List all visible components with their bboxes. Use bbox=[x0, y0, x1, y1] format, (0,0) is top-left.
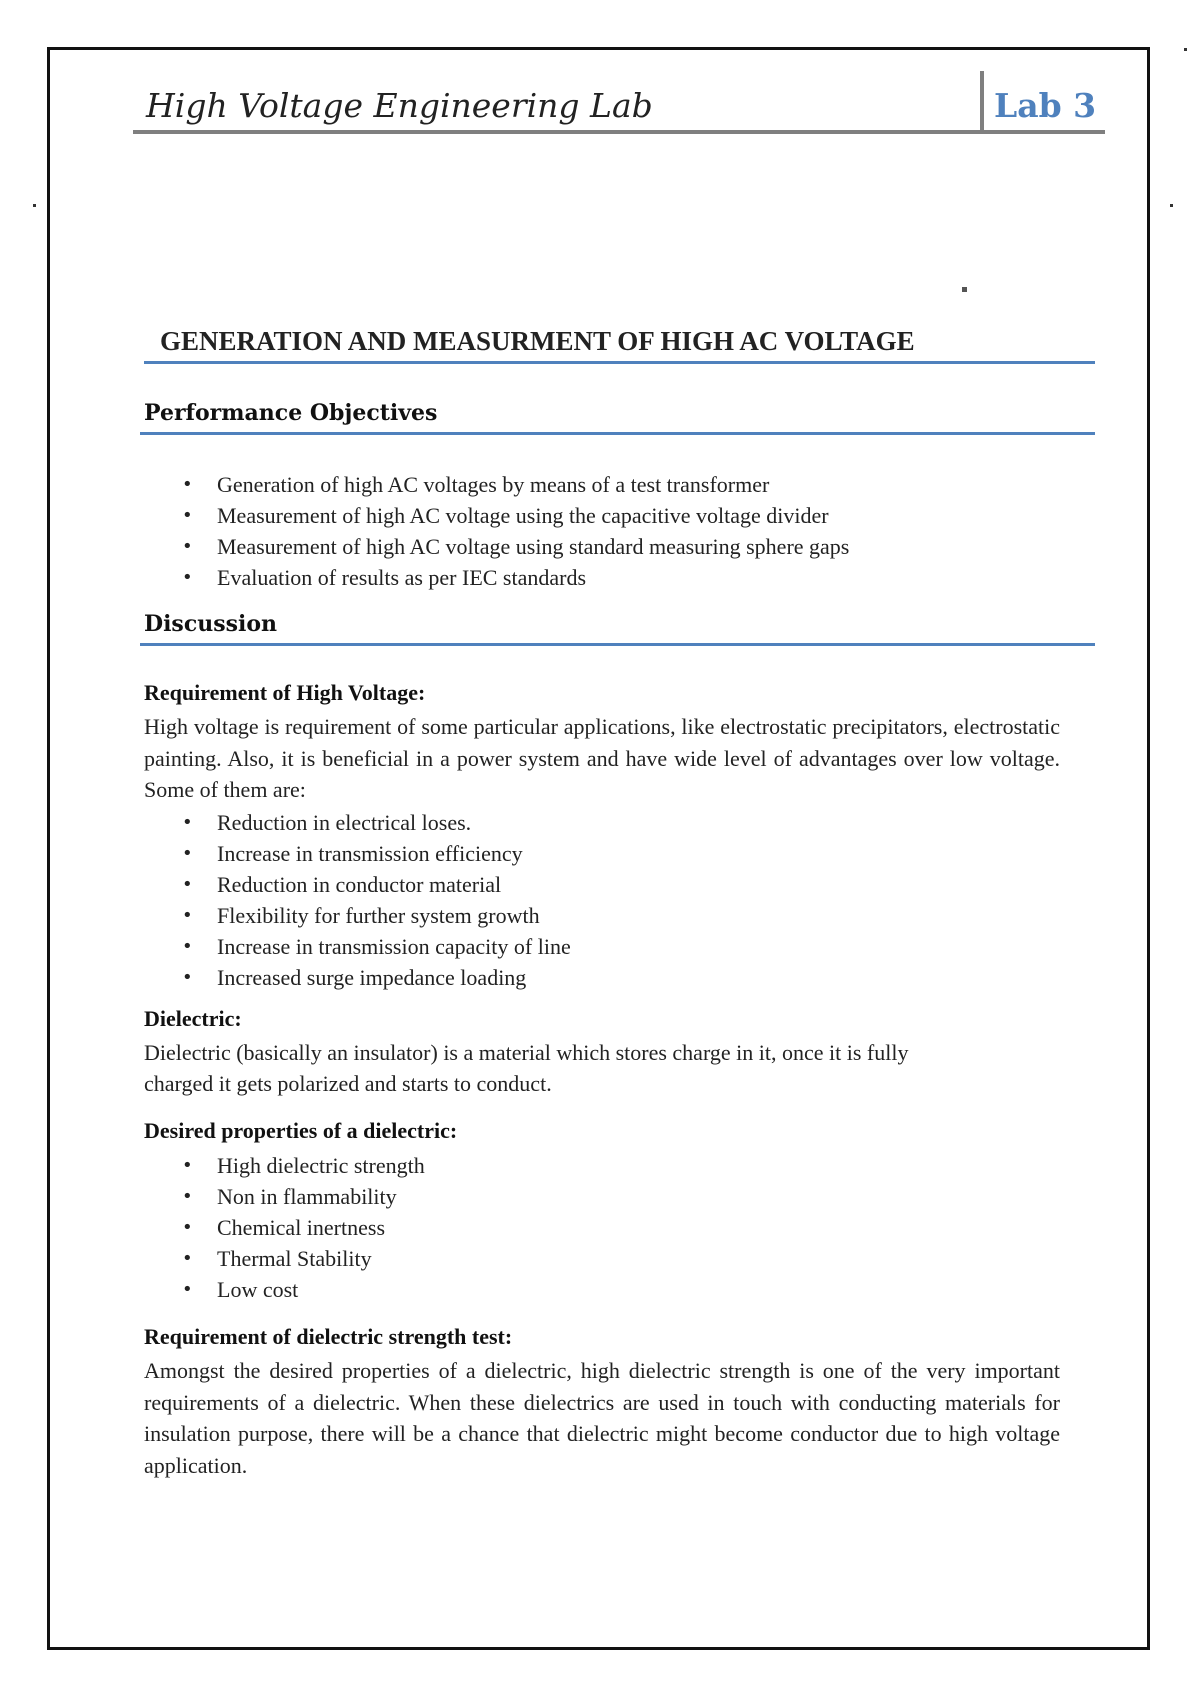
property-item: • Non in flammability bbox=[0, 1181, 425, 1212]
advantage-item: • Reduction in electrical loses. bbox=[0, 807, 571, 838]
property-item: • Chemical inertness bbox=[0, 1212, 425, 1243]
property-item: • Low cost bbox=[0, 1274, 425, 1305]
advantage-item: • Flexibility for further system growth bbox=[0, 900, 571, 931]
properties-list bbox=[0, 1150, 425, 1305]
margin-dot-right bbox=[1170, 204, 1173, 207]
advantage-item: • Increase in transmission capacity of line bbox=[0, 931, 571, 962]
requirement-hv-text: High voltage is requirement of some particular applications, like electrostatic precipitators, electrostatic painting. Also, it is beneficial in a power system and have wide level of advantages over low voltage. Some of them are: bbox=[144, 714, 1060, 802]
objectives-heading: Performance Objectives bbox=[144, 400, 438, 426]
dielectric-heading: Dielectric: bbox=[144, 1006, 242, 1031]
margin-dot-top-right bbox=[1184, 48, 1187, 51]
objective-item: • Generation of high AC voltages by means of a test transformer bbox=[0, 469, 849, 500]
objective-item: • Measurement of high AC voltage using the capacitive voltage divider bbox=[0, 500, 849, 531]
advantage-item: • Increase in transmission efficiency bbox=[0, 838, 571, 869]
properties-heading: Desired properties of a dielectric: bbox=[144, 1118, 458, 1143]
objectives-list bbox=[0, 469, 849, 593]
dielectric-text-line-1: Dielectric (basically an insulator) is a material which stores charge in it, once it is fully bbox=[144, 1040, 909, 1065]
property-item: • Thermal Stability bbox=[0, 1243, 425, 1274]
dielectric-text-line-2: charged it gets polarized and starts to conduct. bbox=[144, 1071, 552, 1096]
strength-test-text: Amongst the desired properties of a dielectric, high dielectric strength is one of the very important requirements of a dielectric. When these dielectrics are used in touch with conducting materials for insulation purpose, there will be a chance that dielectric might become conductor due to high voltage application. bbox=[144, 1358, 1060, 1478]
objective-item: • Evaluation of results as per IEC standards bbox=[0, 562, 849, 593]
advantage-item: • Increased surge impedance loading bbox=[0, 962, 571, 993]
advantages-list bbox=[0, 807, 571, 993]
strength-test-heading: Requirement of dielectric strength test: bbox=[144, 1324, 513, 1349]
title-rule bbox=[144, 361, 1095, 364]
marker-square bbox=[962, 287, 967, 292]
requirement-hv-heading: Requirement of High Voltage: bbox=[144, 680, 426, 705]
property-item: • High dielectric strength bbox=[0, 1150, 425, 1181]
header-rule bbox=[133, 130, 1105, 134]
document-title: GENERATION AND MEASURMENT OF HIGH AC VOLTAGE bbox=[160, 326, 915, 356]
margin-dot-left bbox=[33, 204, 36, 207]
objectives-rule bbox=[140, 432, 1095, 435]
discussion-heading: Discussion bbox=[144, 611, 278, 637]
advantage-item: • Reduction in conductor material bbox=[0, 869, 571, 900]
objective-item: • Measurement of high AC voltage using standard measuring sphere gaps bbox=[0, 531, 849, 562]
lab-number: Lab 3 bbox=[994, 86, 1097, 125]
discussion-rule bbox=[140, 643, 1095, 646]
header-divider bbox=[980, 71, 984, 132]
header-title: High Voltage Engineering Lab bbox=[146, 86, 653, 125]
